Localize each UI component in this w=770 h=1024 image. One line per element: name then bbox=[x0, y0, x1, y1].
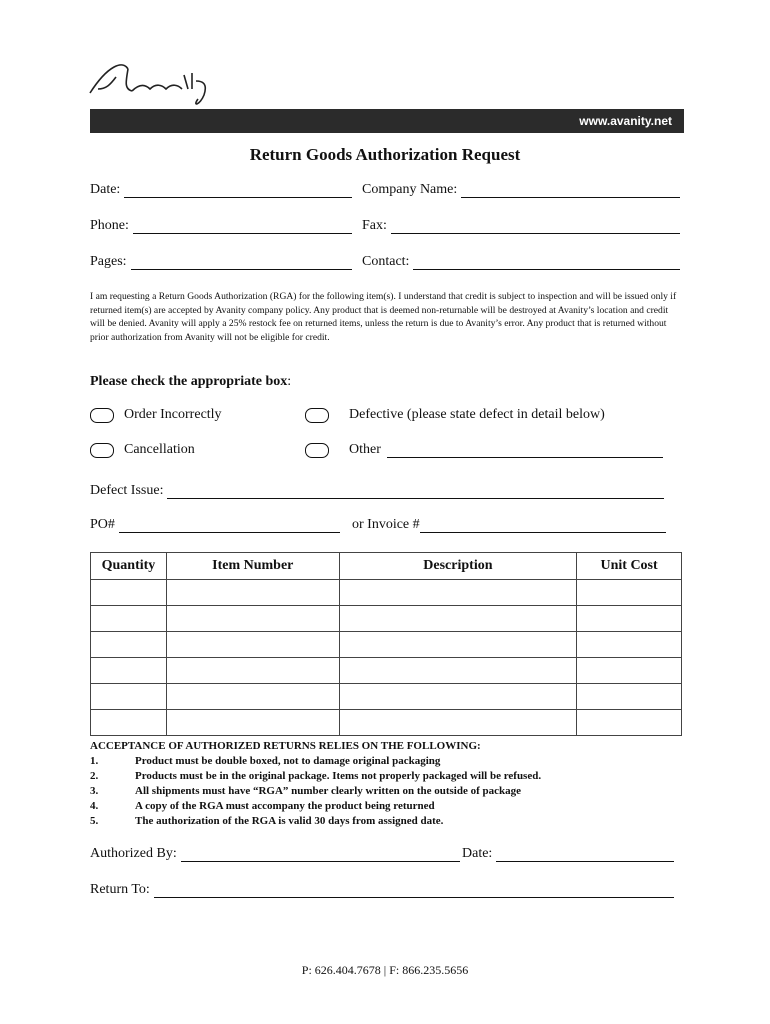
checkbox-order-incorrectly[interactable] bbox=[90, 408, 114, 423]
contact-label: Contact: bbox=[362, 254, 410, 269]
list-item bbox=[90, 784, 684, 799]
authorized-date-field[interactable] bbox=[462, 846, 674, 862]
option-order-incorrectly[interactable] bbox=[90, 407, 222, 423]
option-order-incorrectly-label: Order Incorrectly bbox=[124, 407, 222, 422]
authorized-by-label: Authorized By: bbox=[90, 846, 177, 861]
avanity-logo bbox=[88, 55, 218, 111]
list-item-number: 4. bbox=[90, 800, 99, 812]
page-title: Return Goods Authorization Request bbox=[249, 145, 521, 164]
po-label: PO# bbox=[90, 517, 115, 532]
table-cell[interactable] bbox=[339, 684, 577, 710]
list-item-number: 3. bbox=[90, 785, 99, 797]
checkbox-heading bbox=[90, 374, 291, 390]
list-item bbox=[90, 769, 684, 784]
pages-line[interactable] bbox=[131, 255, 352, 270]
table-row bbox=[91, 606, 682, 632]
table-cell[interactable] bbox=[91, 580, 167, 606]
rga-terms-paragraph: I am requesting a Return Goods Authorization (RGA) for the following item(s). I understand that credit is subject to inspection and will be issued only if returned item(s) are accepted by Avanity company policy. Any product that is deemed non-returnable will be destroyed at Avanity’s location and credit will be denied. Avanity will apply a 25% restock fee on returned items, unless the return is due to Avanity’s error. Any product that is returned without prior authorization from Avanity will not be eligible for credit. bbox=[90, 291, 677, 343]
table-cell[interactable] bbox=[339, 632, 577, 658]
defect-issue-field[interactable] bbox=[90, 483, 664, 499]
table-cell[interactable] bbox=[91, 606, 167, 632]
option-defective[interactable] bbox=[305, 407, 605, 423]
table-cell[interactable] bbox=[339, 580, 577, 606]
table-row bbox=[91, 632, 682, 658]
table-cell[interactable] bbox=[339, 606, 577, 632]
date-field[interactable] bbox=[90, 182, 352, 198]
option-cancellation-label: Cancellation bbox=[124, 442, 195, 457]
acceptance-section bbox=[90, 739, 684, 829]
table-cell[interactable] bbox=[577, 606, 682, 632]
list-item-number: 5. bbox=[90, 815, 99, 827]
table-cell[interactable] bbox=[166, 658, 339, 684]
checkbox-other[interactable] bbox=[305, 443, 329, 458]
table-cell[interactable] bbox=[577, 684, 682, 710]
header-bar bbox=[90, 109, 684, 133]
phone-line[interactable] bbox=[133, 219, 352, 234]
return-to-field[interactable] bbox=[90, 882, 674, 898]
column-header-unit-cost: Unit Cost bbox=[577, 553, 682, 580]
table-cell[interactable] bbox=[166, 580, 339, 606]
list-item bbox=[90, 814, 684, 829]
return-to-line[interactable] bbox=[154, 883, 674, 898]
checkbox-heading-colon: : bbox=[287, 374, 292, 389]
table-cell[interactable] bbox=[166, 710, 339, 736]
po-line[interactable] bbox=[119, 518, 340, 533]
fax-label: Fax: bbox=[362, 218, 387, 233]
list-item-text: Products must be in the original package. Items not properly packaged will be refused. bbox=[135, 770, 542, 782]
list-item-text: Product must be double boxed, not to damage original packaging bbox=[135, 755, 441, 767]
option-other[interactable] bbox=[305, 442, 663, 458]
list-item-text: All shipments must have “RGA” number clearly written on the outside of package bbox=[135, 785, 522, 797]
authorized-date-label: Date: bbox=[462, 846, 493, 861]
authorized-date-line[interactable] bbox=[496, 847, 674, 862]
po-field[interactable] bbox=[90, 517, 340, 533]
company-name-line[interactable] bbox=[461, 183, 680, 198]
option-cancellation[interactable] bbox=[90, 442, 195, 458]
table-cell[interactable] bbox=[339, 658, 577, 684]
return-to-label: Return To: bbox=[90, 882, 150, 897]
phone-label: Phone: bbox=[90, 218, 129, 233]
table-cell[interactable] bbox=[166, 606, 339, 632]
defect-issue-line[interactable] bbox=[167, 484, 664, 499]
list-item bbox=[90, 754, 684, 769]
date-label: Date: bbox=[90, 182, 121, 197]
checkbox-cancellation[interactable] bbox=[90, 443, 114, 458]
column-header-item-number: Item Number bbox=[166, 553, 339, 580]
authorized-by-line[interactable] bbox=[181, 847, 460, 862]
table-cell[interactable] bbox=[166, 632, 339, 658]
table-cell[interactable] bbox=[577, 580, 682, 606]
pages-field[interactable] bbox=[90, 254, 352, 270]
table-header-row bbox=[91, 553, 682, 580]
list-item-text: The authorization of the RGA is valid 30 days from assigned date. bbox=[135, 815, 444, 827]
company-name-field[interactable] bbox=[362, 182, 680, 198]
logo-swash-icon bbox=[88, 55, 218, 111]
list-item-number: 1. bbox=[90, 755, 99, 767]
table-cell[interactable] bbox=[339, 710, 577, 736]
column-header-quantity: Quantity bbox=[91, 553, 167, 580]
table-cell[interactable] bbox=[166, 684, 339, 710]
defect-issue-label: Defect Issue: bbox=[90, 483, 164, 498]
other-line[interactable] bbox=[387, 443, 663, 458]
phone-field[interactable] bbox=[90, 218, 352, 234]
company-name-label: Company Name: bbox=[362, 182, 458, 197]
date-line[interactable] bbox=[124, 183, 352, 198]
checkbox-defective[interactable] bbox=[305, 408, 329, 423]
option-defective-label: Defective (please state defect in detail below) bbox=[349, 407, 605, 422]
table-cell[interactable] bbox=[91, 684, 167, 710]
fax-field[interactable] bbox=[362, 218, 680, 234]
footer-contact: P: 626.404.7678 | F: 866.235.5656 bbox=[301, 963, 469, 977]
items-table bbox=[90, 552, 682, 736]
contact-field[interactable] bbox=[362, 254, 680, 270]
invoice-field[interactable] bbox=[352, 517, 666, 533]
table-cell[interactable] bbox=[91, 658, 167, 684]
table-cell[interactable] bbox=[577, 710, 682, 736]
table-cell[interactable] bbox=[91, 632, 167, 658]
pages-label: Pages: bbox=[90, 254, 127, 269]
table-row bbox=[91, 580, 682, 606]
list-item-number: 2. bbox=[90, 770, 99, 782]
invoice-label: or Invoice # bbox=[352, 517, 420, 532]
invoice-line[interactable] bbox=[420, 518, 666, 533]
table-row bbox=[91, 684, 682, 710]
website-url[interactable]: www.avanity.net bbox=[579, 114, 672, 128]
list-item-text: A copy of the RGA must accompany the product being returned bbox=[135, 800, 435, 812]
table-cell[interactable] bbox=[577, 632, 682, 658]
checkbox-heading-text: Please check the appropriate box bbox=[90, 374, 288, 389]
authorized-by-field[interactable] bbox=[90, 846, 460, 862]
column-header-description: Description bbox=[339, 553, 577, 580]
table-row bbox=[91, 658, 682, 684]
table-cell[interactable] bbox=[577, 658, 682, 684]
table-row bbox=[91, 710, 682, 736]
list-item bbox=[90, 799, 684, 814]
acceptance-heading: ACCEPTANCE OF AUTHORIZED RETURNS RELIES ON THE FOLLOWING: bbox=[90, 740, 481, 752]
fax-line[interactable] bbox=[391, 219, 680, 234]
option-other-label: Other bbox=[349, 442, 381, 457]
table-cell[interactable] bbox=[91, 710, 167, 736]
contact-line[interactable] bbox=[413, 255, 680, 270]
